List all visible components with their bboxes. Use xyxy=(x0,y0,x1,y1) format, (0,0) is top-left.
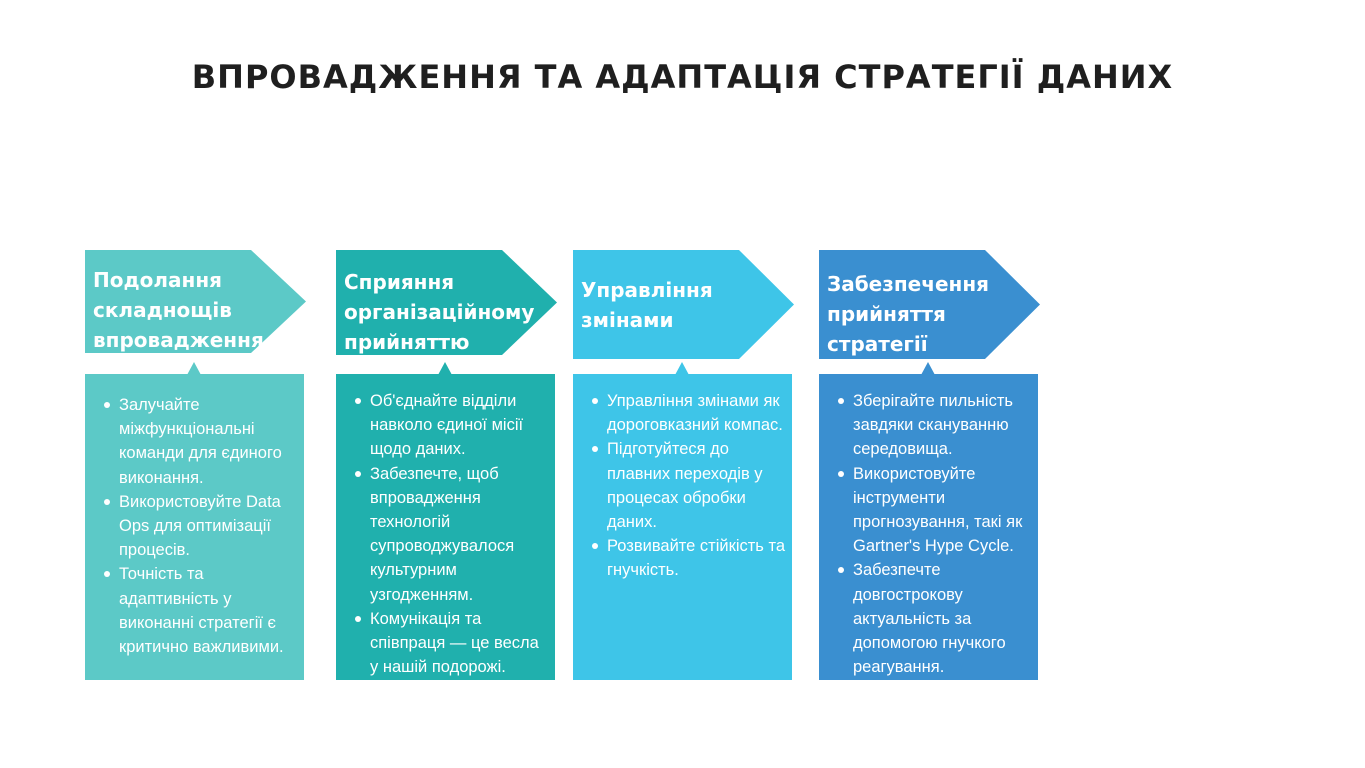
bullet-item: Забезпечте довгострокову актуальність за допомогою гнучкого реагування. xyxy=(853,558,1038,679)
step-2-body xyxy=(336,374,555,680)
heading-line: змінами xyxy=(581,308,674,332)
heading-line: Забезпечення xyxy=(827,272,990,296)
bullet-item: Залучайте міжфункціональні команди для єдиного виконання. xyxy=(119,393,298,490)
heading-line: прийняттю xyxy=(344,330,470,354)
bullet-item: Підготуйтеся до плавних переходів у процесах обробки даних. xyxy=(607,437,792,534)
heading-line: Подолання xyxy=(93,268,222,292)
step-2-heading xyxy=(336,258,536,357)
heading-line: Управління xyxy=(581,278,713,302)
step-1-heading xyxy=(85,256,265,355)
bullet-item: Використовуйте Data Ops для оптимізації процесів. xyxy=(119,490,298,563)
step-3-body xyxy=(573,374,792,680)
heading-line: організаційному xyxy=(344,300,535,324)
heading-line: впровадження xyxy=(93,328,264,352)
bullet-list xyxy=(833,389,1038,679)
bullet-item: Управління змінами як дороговказний компас. xyxy=(607,389,792,437)
step-3-heading xyxy=(573,266,753,335)
slide-title: ВПРОВАДЖЕННЯ ТА АДАПТАЦІЯ СТРАТЕГІЇ ДАНИХ xyxy=(191,58,1174,96)
heading-line: прийняття xyxy=(827,302,946,326)
bullet-item: Комунікація та співпраця — це весла у нашій подорожі. xyxy=(370,607,549,680)
heading-line: складнощів xyxy=(93,298,232,322)
heading-line: стратегії xyxy=(827,332,928,356)
bullet-item: Зберігайте пильність завдяки скануванню середовища. xyxy=(853,389,1038,462)
bullet-item: Забезпечте, щоб впровадження технологій супроводжувалося культурним узгодженням. xyxy=(370,462,549,607)
bullet-item: Об'єднайте відділи навколо єдиної місії щодо даних. xyxy=(370,389,549,462)
bullet-list xyxy=(587,389,792,583)
bullet-list xyxy=(99,393,298,659)
bullet-item: Використовуйте інструменти прогнозування, такі як Gartner's Hype Cycle. xyxy=(853,462,1038,559)
bullet-list xyxy=(350,389,549,679)
heading-line: Сприяння xyxy=(344,270,455,294)
bullet-item: Точність та адаптивність у виконанні стратегії є критично важливими. xyxy=(119,562,298,659)
step-4-heading xyxy=(819,260,1009,359)
step-4-body xyxy=(819,374,1038,680)
step-1-body xyxy=(85,374,304,680)
bullet-item: Розвивайте стійкість та гнучкість. xyxy=(607,534,792,582)
